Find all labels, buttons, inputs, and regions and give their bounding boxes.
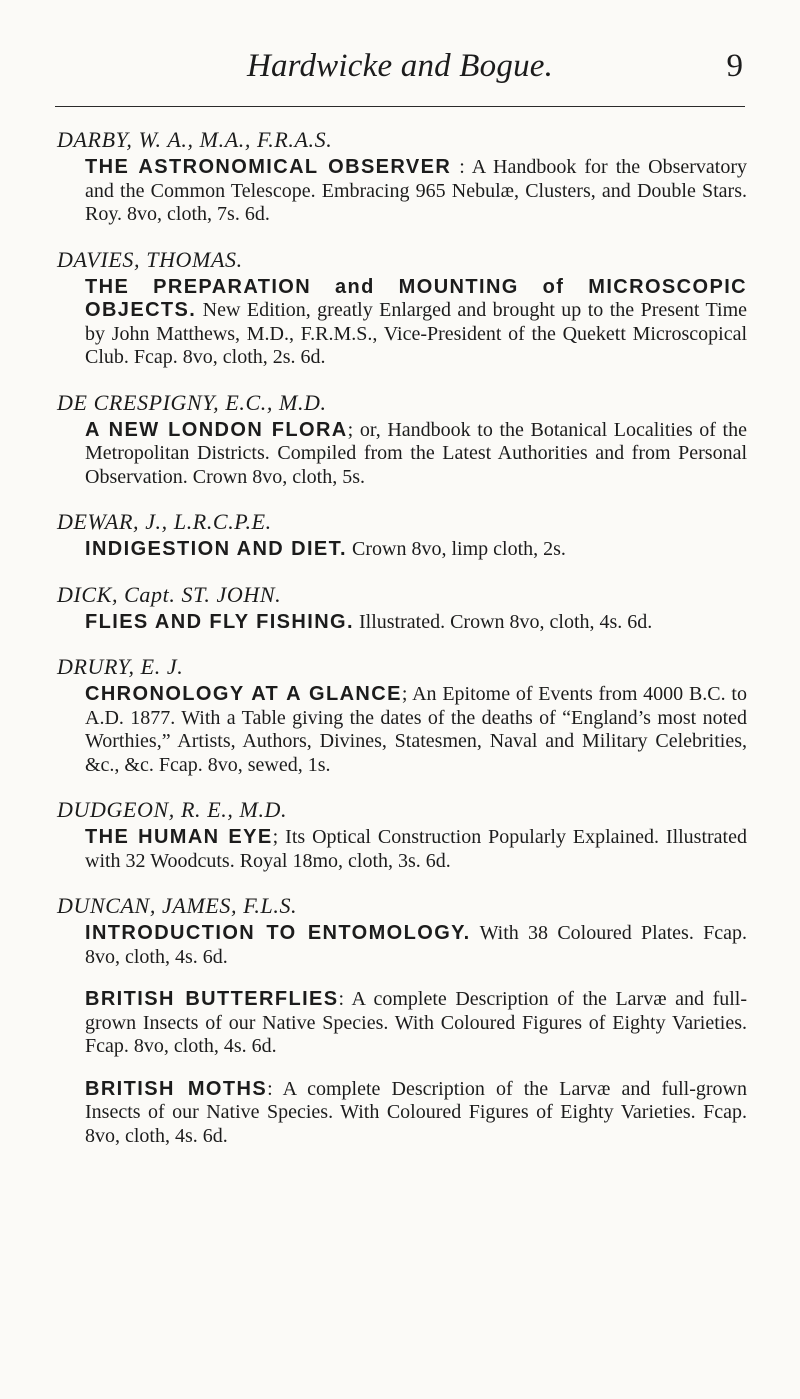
- catalogue-entry: [57, 389, 747, 490]
- entry-author: DUNCAN, JAMES, F.L.S.: [57, 893, 298, 918]
- entry-description: : A Handbook for the Observatory and the Common Telescope. Embracing 965 Nebulæ, Clusters, and Double Stars. Roy. 8vo, cloth, 7s. 6d.: [85, 156, 748, 225]
- entry-body: [85, 156, 747, 227]
- entry-title: A NEW LONDON FLORA: [85, 418, 348, 441]
- entry-body: [85, 538, 747, 562]
- catalogue-entry: [57, 581, 747, 635]
- catalogue-entry: [57, 653, 747, 777]
- entry-author: DEWAR, J., L.R.C.P.E.: [57, 509, 272, 534]
- catalogue-entry: [57, 796, 747, 873]
- entry-body: [85, 826, 747, 873]
- entry-title: CHRONOLOGY AT A GLANCE: [85, 683, 402, 705]
- entry-title: INDIGESTION AND DIET.: [85, 538, 348, 560]
- entry-description: ; or, Handbook to the Botanical Localities of the Metropolitan Districts. Compiled from the Latest Authorities and from Personal Observation. Crown 8vo, cloth, 5s.: [85, 418, 747, 488]
- running-title: Hardwicke and Bogue.: [246, 48, 554, 84]
- entry-body: [85, 276, 747, 370]
- entry-body: [85, 988, 747, 1059]
- entry-author: DICK, Capt. ST. JOHN.: [57, 581, 282, 607]
- catalogue-entry: [57, 892, 747, 969]
- page-header: [55, 42, 745, 107]
- entry-title: BRITISH MOTHS: [85, 1077, 268, 1100]
- catalogue-entry: [57, 988, 747, 1059]
- page-number: 9: [726, 48, 743, 84]
- catalogue-entry: [57, 246, 747, 370]
- entry-title: THE ASTRONOMICAL OBSERVER: [85, 156, 452, 178]
- entry-description: ; Its Optical Construction Popularly Explained. Illustrated with 32 Woodcuts. Royal 18mo, cloth, 3s. 6d.: [85, 826, 747, 872]
- catalogue-entries: [57, 126, 747, 1167]
- entry-description: Illustrated. Crown 8vo, cloth, 4s. 6d.: [358, 610, 653, 633]
- entry-author: DE CRESPIGNY, E.C., M.D.: [57, 389, 327, 415]
- entry-author: DRURY, E. J.: [57, 654, 184, 679]
- entry-title: INTRODUCTION TO ENTOMOLOGY.: [85, 922, 471, 944]
- catalogue-entry: [57, 126, 747, 227]
- entry-description: : A complete Description of the Larvæ and full-grown Insects of our Native Species. With Coloured Figures of Eighty Varieties. Fcap. 8vo, cloth, 4s. 6d.: [85, 1077, 747, 1147]
- entry-description: Crown 8vo, limp cloth, 2s.: [352, 538, 566, 560]
- entry-body: [85, 419, 747, 490]
- entry-body: [85, 1078, 747, 1149]
- entry-description: New Edition, greatly Enlarged and brought up to the Present Time by John Matthews, M.D., F.R.M.S., Vice-President of the Quekett Microscopical Club. Fcap. 8vo, cloth, 2s. 6d.: [85, 299, 748, 368]
- entry-body: [85, 611, 747, 635]
- entry-body: [85, 922, 747, 969]
- catalogue-entry: [57, 1078, 747, 1149]
- entry-body: [85, 683, 747, 777]
- entry-description: : A complete Description of the Larvæ and full-grown Insects of our Native Species. With Coloured Figures of Eighty Varieties. Fcap. 8vo, cloth, 4s. 6d.: [85, 988, 748, 1057]
- entry-description: With 38 Coloured Plates. Fcap. 8vo, cloth, 4s. 6d.: [85, 922, 747, 968]
- entry-title: THE PREPARATION and MOUNTING of MICROSCOPIC OBJECTS.: [85, 275, 747, 321]
- entry-title: BRITISH BUTTERFLIES: [85, 988, 339, 1010]
- entry-title: FLIES AND FLY FISHING.: [85, 610, 354, 633]
- catalogue-entry: [57, 508, 747, 562]
- entry-author: DUDGEON, R. E., M.D.: [57, 797, 288, 822]
- entry-title: THE HUMAN EYE: [85, 826, 273, 848]
- entry-author: DAVIES, THOMAS.: [57, 246, 243, 272]
- entry-description: ; An Epitome of Events from 4000 B.C. to A.D. 1877. With a Table giving the dates of the deaths of “England’s most noted Worthies,” Artists, Authors, Divines, Statesmen, Naval and Military Celebrities, &c., &c. Fcap. 8vo, sewed, 1s.: [85, 683, 747, 776]
- entry-author: DARBY, W. A., M.A., F.R.A.S.: [57, 127, 333, 152]
